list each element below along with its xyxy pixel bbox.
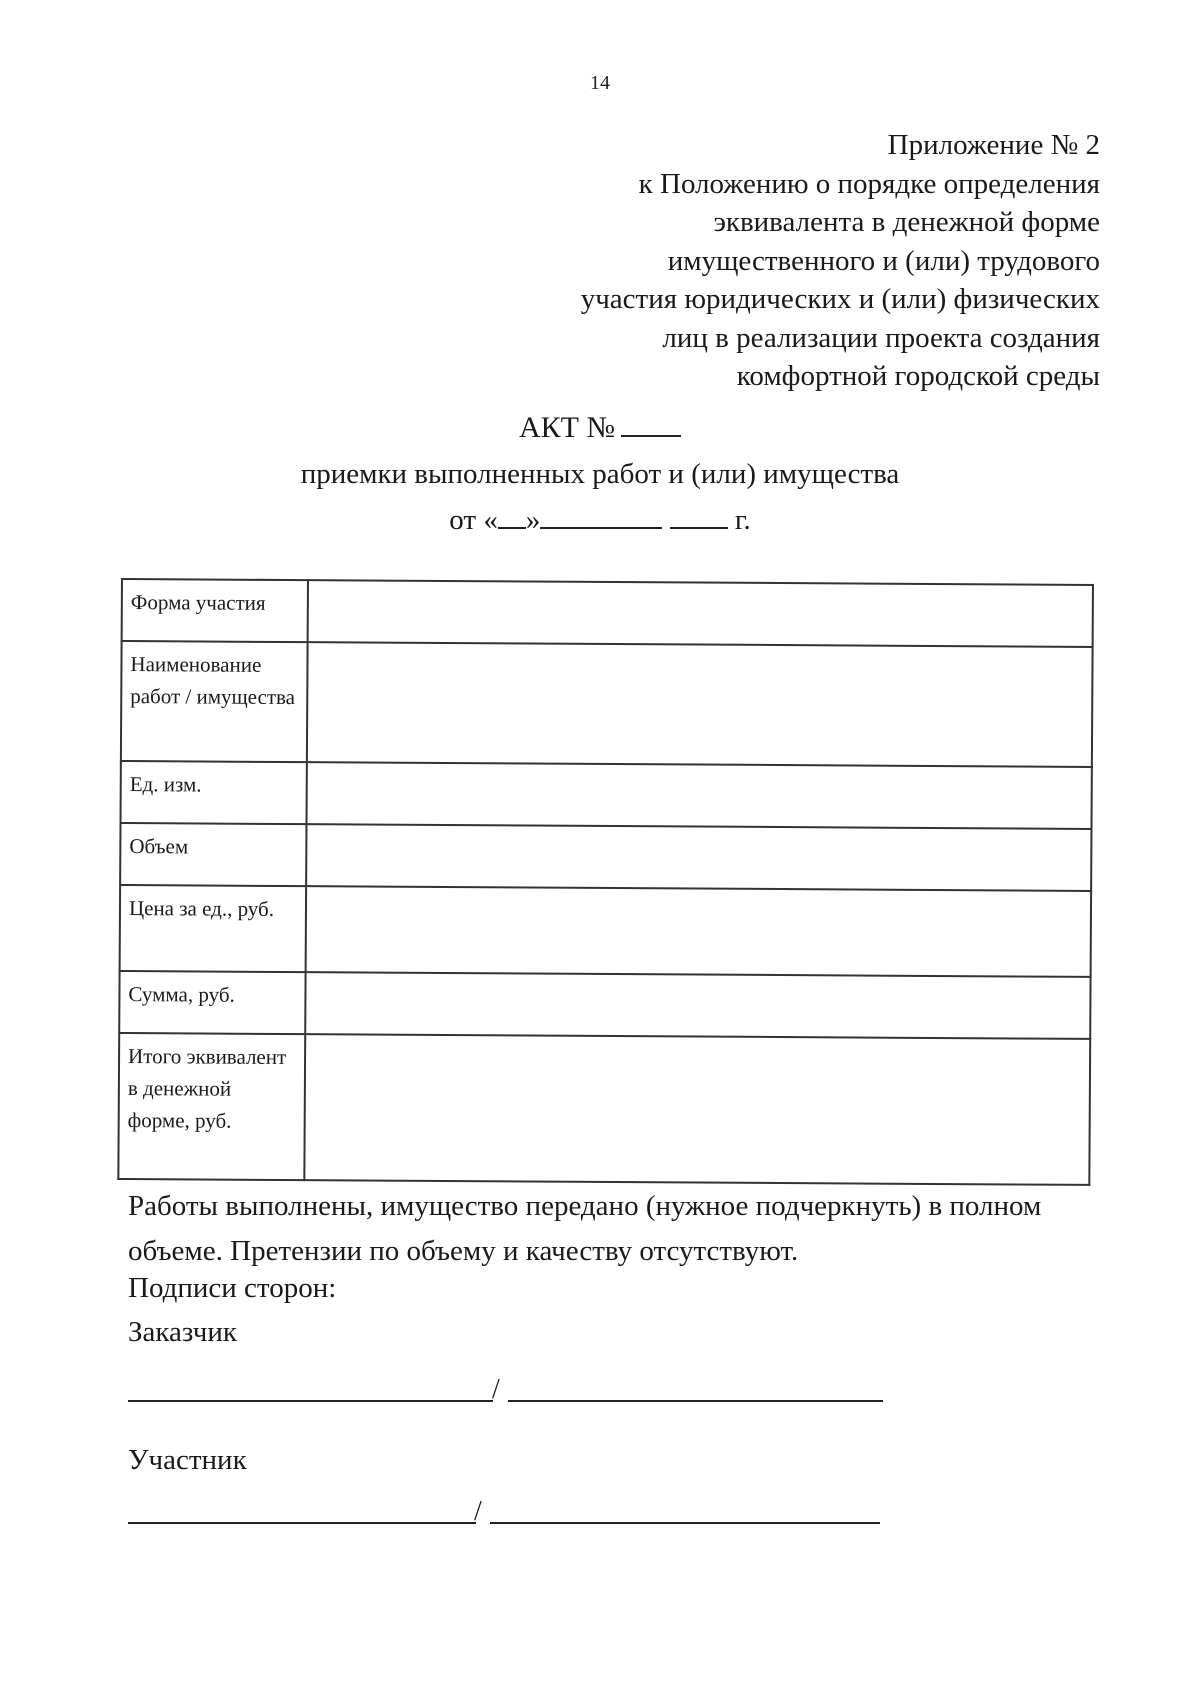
row-value-field[interactable] [305,886,1091,977]
appendix-line: эквивалента в денежной форме [713,206,1100,238]
row-value-field[interactable] [305,972,1091,1039]
participant-signature-field[interactable] [128,1522,476,1524]
customer-name-field[interactable] [508,1400,883,1402]
participant-name-field[interactable] [490,1522,880,1524]
row-label: Наименование работ / имущества [121,641,308,762]
row-value-field[interactable] [307,580,1093,647]
row-value-field[interactable] [306,762,1092,829]
appendix-line: Приложение № 2 [887,129,1100,161]
statement-line: объеме. Претензии по объему и качеству отсутствуют. [128,1235,799,1267]
row-label: Цена за ед., руб. [120,885,306,972]
customer-signature-line[interactable] [128,1372,888,1405]
table-row [120,823,1091,891]
customer-label: Заказчик [128,1316,237,1348]
date-suffix: г. [734,504,751,536]
statement-line: Работы выполнены, имущество передано (нужное подчеркнуть) в полном [128,1190,1042,1222]
appendix-line: участия юридических и (или) физических [580,283,1100,315]
table-row [121,761,1092,829]
page-number: 14 [590,72,610,94]
row-value-field[interactable] [306,824,1092,891]
act-title-text: АКТ № [518,411,616,444]
signature-separator: / [492,1374,500,1405]
date-prefix: от « [449,504,498,536]
act-number-field[interactable] [621,411,681,437]
signatures-caption: Подписи сторон: [128,1272,337,1304]
table-row [121,641,1093,767]
date-year-field[interactable] [670,505,728,529]
date-mid: » [525,504,541,536]
act-form-table [117,578,1094,1186]
participant-label: Участник [128,1444,247,1476]
table-row [120,885,1092,977]
act-date [0,500,1200,540]
appendix-header [581,126,1100,396]
table-row [122,579,1093,647]
appendix-line: к Положению о порядке определения [638,167,1100,200]
appendix-line: лиц в реализации проекта создания [662,321,1100,354]
signature-separator: / [474,1496,482,1527]
appendix-line: имущественного и (или) трудового [667,244,1100,277]
participant-signature-line[interactable] [128,1494,888,1527]
table-row [119,971,1090,1039]
customer-signature-field[interactable] [128,1400,493,1402]
date-month-field[interactable] [540,505,662,529]
row-label: Форма участия [122,579,308,642]
table-row [118,1033,1090,1185]
date-day-field[interactable] [498,505,526,529]
row-label: Итого эквивалент в денежной форме, руб. [118,1033,305,1180]
appendix-line: комфортной городской среды [736,360,1100,392]
row-label: Объем [120,823,306,886]
act-title [0,408,1200,448]
act-subtitle: приемки выполненных работ и (или) имущества [300,458,900,490]
row-label: Сумма, руб. [119,971,305,1034]
row-label: Ед. изм. [121,761,307,824]
row-value-field[interactable] [307,642,1093,767]
acceptance-statement [128,1184,1108,1274]
row-value-field[interactable] [304,1034,1090,1185]
